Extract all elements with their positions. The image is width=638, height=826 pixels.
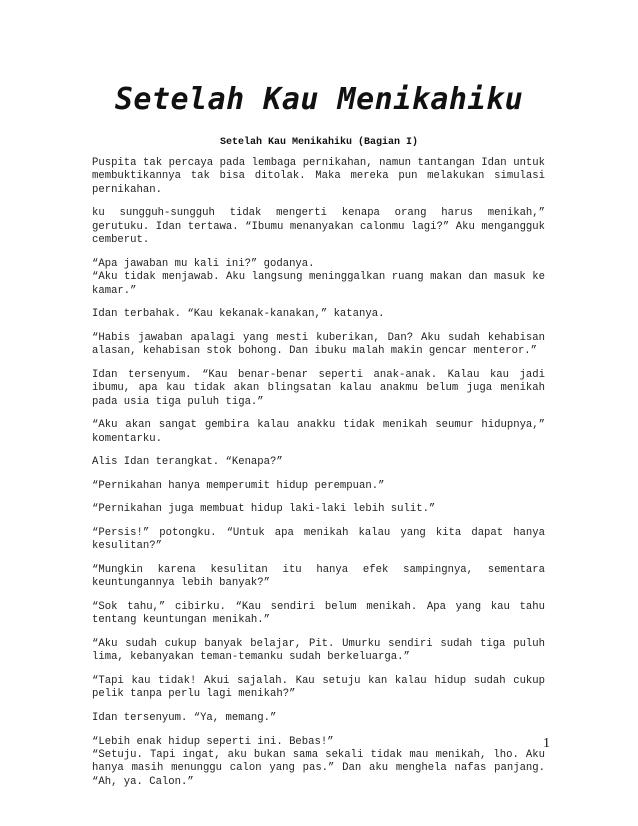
paragraph: “Sok tahu,” cibirku. “Kau sendiri belum menikah. Apa yang kau tahu tentang keuntungan menikah.” (92, 601, 545, 627)
paragraph: “Aku sudah cukup banyak belajar, Pit. Umurku sendiri sudah tiga puluh lima, kebanyakan teman-temanku sudah berkeluarga.” (92, 638, 545, 664)
paragraph: Idan tersenyum. “Ya, memang.” (92, 712, 277, 724)
paragraph: “Aku tidak menjawab. Aku langsung meninggalkan ruang makan dan masuk ke kamar.” (92, 271, 545, 297)
paragraph: “Aku akan sangat gembira kalau anakku tidak menikah seumur hidupnya,” komentarku. (92, 419, 545, 445)
paragraph: “Setuju. Tapi ingat, aku bukan sama sekali tidak mau menikah, lho. Aku hanya masih menunggu calon yang pas.” Dan aku menghela nafas panjang. “Ah, ya. Calon.” (92, 749, 545, 788)
paragraph: “Habis jawaban apalagi yang mesti kuberikan, Dan? Aku sudah kehabisan alasan, kehabisan stok bohong. Dan ibuku malah makin gencar menteror.” (92, 331, 545, 358)
paragraph: Puspita tak percaya pada lembaga pernikahan, namun tantangan Idan untuk membuktikannya tak bisa ditolak. Maka mereka pun melakukan simulasi pernikahan. (92, 157, 545, 196)
paragraph: “Mungkin karena kesulitan itu hanya efek sampingnya, sementara keuntungannya lebih banyak?” (92, 564, 545, 590)
paragraph: “Persis!” potongku. “Untuk apa menikah kalau yang kita dapat hanya kesulitan?” (92, 527, 545, 553)
document-body (92, 157, 545, 799)
paragraph: “Apa jawaban mu kali ini?” godanya. (92, 257, 315, 270)
page-number: 1 (543, 736, 550, 751)
chapter-subtitle: Setelah Kau Menikahiku (Bagian I) (219, 137, 419, 148)
paragraph: “Pernikahan juga membuat hidup laki-laki lebih sulit.” (92, 503, 436, 516)
paragraph: “Lebih enak hidup seperti ini. Bebas!” (92, 735, 334, 748)
paragraph: Alis Idan terangkat. “Kenapa?” (92, 456, 283, 469)
paragraph: Idan terbahak. “Kau kekanak-kanakan,” katanya. (92, 308, 385, 321)
paragraph: Idan tersenyum. “Kau benar-benar seperti anak-anak. Kalau kau jadi ibumu, apa kau tidak akan blingsatan kalau anakmu belum juga menikah pada usia tiga puluh tiga.” (92, 368, 545, 408)
paragraph: ku sungguh-sungguh tidak mengerti kenapa orang harus menikah,” gerutuku. Idan tertawa. “Ibumu menanyakan calonmu lagi?” Aku mengangguk cemberut. (92, 207, 545, 247)
paragraph: “Pernikahan hanya memperumit hidup perempuan.” (92, 479, 385, 492)
document-title: Setelah Kau Menikahiku (114, 82, 524, 117)
paragraph: “Tapi kau tidak! Akui sajalah. Kau setuju kan kalau hidup sudah cukup pelik tanpa perlu lagi menikah?” (92, 675, 545, 701)
